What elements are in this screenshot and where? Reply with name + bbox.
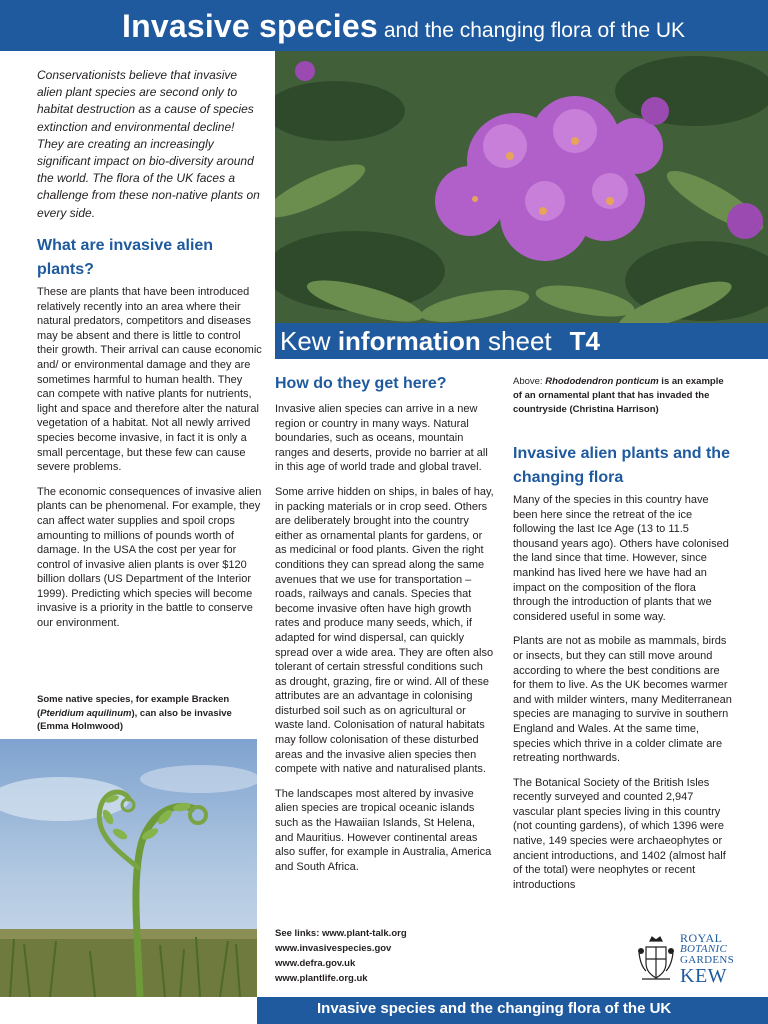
logo-kew: KEW bbox=[680, 965, 728, 987]
rhododendron-caption bbox=[513, 375, 728, 417]
section-heading-what-are: What are invasive alien plants? bbox=[37, 237, 214, 278]
royal-crest-icon bbox=[636, 935, 676, 983]
links-list bbox=[275, 926, 495, 986]
caption-species: Rhododendron ponticum bbox=[545, 376, 659, 387]
paragraph: Invasive alien species can arrive in a new region or country in many ways. Natural boundaries, such as oceans, mountain ranges and deserts, provide no barrier at all in this age of world trade and global travel. bbox=[275, 403, 488, 474]
information-word: information bbox=[337, 326, 481, 356]
section-body-how bbox=[275, 402, 495, 884]
section-body-changing-flora bbox=[513, 493, 733, 902]
paragraph: The landscapes most altered by invasive alien species are tropical oceanic islands such as the Hawaiian Islands, St Helena, and Mauritius. However continental areas also suffer, for example in Australia, America and South Africa. bbox=[275, 787, 492, 873]
paragraph: Many of the species in this country have been here since the retreat of the ice following the last Ice Age (13 to 11.5 thousand years ago). Others have colonised the land since that time. However, since mankind has lived here we have had an impact on the composition of the flora through the introduction of plants that we considered useful in some way. bbox=[513, 494, 729, 623]
kew-info-title bbox=[280, 324, 600, 358]
logo-gardens: GARDENS bbox=[680, 954, 735, 966]
sheet-word: sheet bbox=[480, 326, 552, 356]
link-defra[interactable]: www.defra.gov.uk bbox=[275, 958, 356, 969]
intro-paragraph: Conservationists believe that invasive alien plant species are second only to habitat destruction as a cause of species extinction and environmental decline! They are creating an increasingly significant impact on bio-diversity around the world. The flora of the UK faces a challenge from these non-native plants on every side. bbox=[37, 68, 260, 220]
kew-logo-text bbox=[680, 932, 736, 986]
title-bold: Invasive species bbox=[122, 8, 378, 44]
kew-info-band bbox=[275, 323, 768, 359]
kew-word: Kew bbox=[280, 326, 338, 356]
paragraph: The economic consequences of invasive alien plants can be phenomenal. For example, they can affect water supplies and spoil crops amounting to millions of pounds worth of damage. In the USA the cost per year for control of invasive alien plants is over $120 billion dollars (US Department of the Interior 1999). Predicting which species will become invasive is a priority in the battle to conserve our environment. bbox=[37, 485, 262, 630]
rhododendron-photo bbox=[275, 51, 768, 323]
section-heading-changing-flora: Invasive alien plants and the changing flora bbox=[513, 445, 730, 486]
bracken-photo bbox=[0, 739, 257, 997]
paragraph: Plants are not as mobile as mammals, birds or insects, but they can still move around according to where the best conditions are for them to live. As the UK becomes warmer and with milder winters, many Mediterranean species are managing to survive in southern England and Wales. At the same time, species which thrive in a colder climate are retreating northwards. bbox=[513, 635, 732, 765]
footer-title: Invasive species and the changing flora of the UK bbox=[317, 1000, 672, 1017]
header-band bbox=[0, 0, 768, 51]
logo-royal: ROYAL bbox=[680, 931, 723, 945]
title-subtitle: and the changing flora of the UK bbox=[383, 19, 686, 42]
fern-caption-credit: ), can also be invasive (Emma Holmwood) bbox=[37, 707, 232, 732]
section-body-what-are bbox=[37, 285, 262, 641]
link-invasivespecies[interactable]: www.invasivespecies.gov bbox=[275, 943, 392, 954]
paragraph: The Botanical Society of the British Isles recently surveyed and counted 2,947 vascular plant species living in this country (not counting gardens), of which 1396 were native, 149 species were archaeophytes or ancient introductions, and 1402 (almost half of the total) were neophytes or recent introductions bbox=[513, 776, 726, 891]
paragraph: Some arrive hidden on ships, in bales of hay, in packing materials or in crop seed. Others are deliberately brought into the country either as ornamental plants for gardens, or as medicinal or food plants. Given the right conditions they can spread along the same avenues that we use for transportation – roads, railways and canals. Species that become invasive often have high growth rates and produce many seeds, which, if adapted for wind dispersal, can quickly spread over a wide area. They are often also tolerant of certain stressful conditions such as drought, grazing, fire or wind. All of these attributes are an advantage in colonising disturbed soil such as on agricultural or waste land. Colonisation of natural habitats may follow colonisation of these disturbed areas and the invasive alien species then compete with native and naturalised plants. bbox=[275, 485, 494, 776]
link-plantlife[interactable]: www.plantlife.org.uk bbox=[275, 973, 368, 984]
section-heading-how: How do they get here? bbox=[275, 375, 447, 392]
kew-logo bbox=[636, 931, 736, 987]
sheet-code: T4 bbox=[569, 326, 600, 356]
fern-caption-text: Some native species, for example Bracken ( bbox=[37, 694, 230, 719]
fern-caption bbox=[37, 693, 262, 734]
caption-text: is an example of an ornamental plant that has invaded the countryside (Christina Harrison) bbox=[513, 376, 724, 415]
caption-label: Above: bbox=[513, 376, 546, 387]
footer-band bbox=[257, 997, 768, 1024]
logo-botanic: BOTANIC bbox=[680, 943, 728, 955]
page-title bbox=[122, 8, 685, 45]
paragraph: These are plants that have been introduced relatively recently into an area where their natural predators, competitors and diseases may be absent and there is little to control their growth. Their arrival can cause economic and/ or environmental damage and they are sometimes harmful to human health. They can compete with native plants for nutrients, light and space and therefore alter the natural vegetation of a habitat. Not all newly arrived species become invasive, in fact it is only a small percentage, but these few can cause severe problems. bbox=[37, 286, 262, 474]
fern-caption-species: Pteridium aquilinum bbox=[40, 707, 132, 719]
link-plant-talk[interactable]: See links: www.plant-talk.org bbox=[275, 928, 407, 939]
